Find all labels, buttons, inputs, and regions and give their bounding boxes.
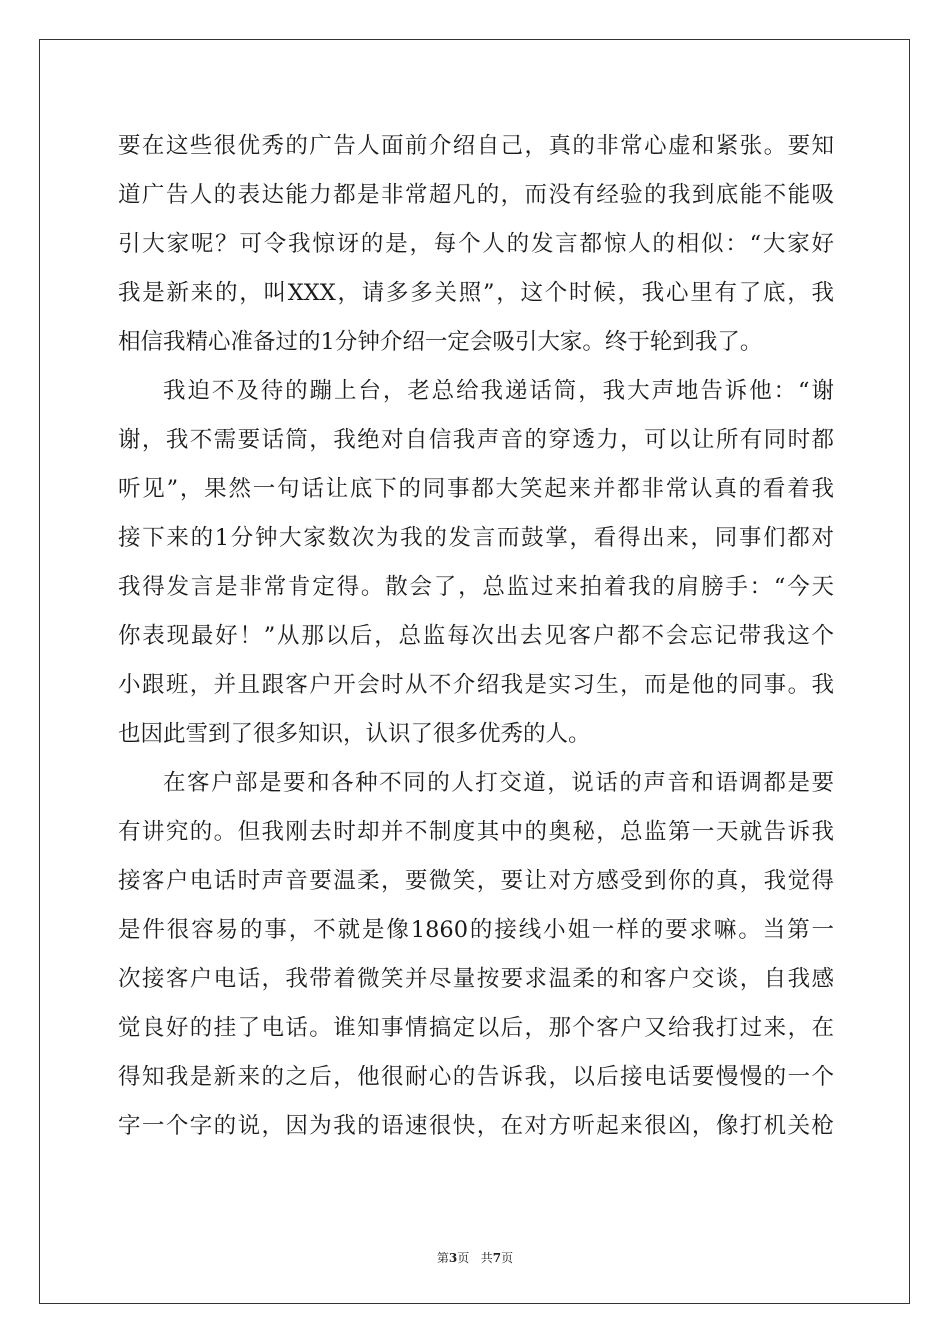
paragraph-line: 我是新来的，叫XXX，请多多关照”，这个时候，我心里有了底，我 (118, 280, 834, 306)
paragraph-line: 有讲究的。但我刚去时却并不制度其中的奥秘，总监第一天就告诉我 (118, 819, 834, 845)
paragraph-line: 我迫不及待的蹦上台，老总给我递话筒，我大声地告诉他：“谢 (163, 378, 834, 404)
page-footer (0, 1249, 950, 1266)
page-prefix: 第 (436, 1251, 449, 1265)
paragraph-line: 次接客户电话，我带着微笑并尽量按要求温柔的和客户交谈，自我感 (118, 966, 834, 992)
total-unit: 页 (501, 1251, 514, 1265)
paragraph-line: 在客户部是要和各种不同的人打交道，说话的声音和语调都是要 (163, 770, 834, 796)
paragraph-line: 要在这些很优秀的广告人面前介绍自己，真的非常心虚和紧张。要知 (118, 133, 834, 159)
page-number: 3 (448, 1251, 458, 1265)
paragraph-line: 觉良好的挂了电话。谁知事情搞定以后，那个客户又给我打过来，在 (118, 1015, 834, 1041)
paragraph-line: 相信我精心准备过的1分钟介绍一定会吸引大家。终于轮到我了。 (118, 329, 763, 355)
paragraph-line: 引大家呢？可令我惊讶的是，每个人的发言都惊人的相似：“大家好 (118, 231, 834, 257)
paragraph-line: 是件很容易的事，不就是像1860的接线小姐一样的要求嘛。当第一 (118, 917, 834, 943)
paragraph-line: 得知我是新来的之后，他很耐心的告诉我，以后接电话要慢慢的一个 (118, 1064, 834, 1090)
paragraph-line: 听见”，果然一句话让底下的同事都大笑起来并都非常认真的看着我 (118, 476, 834, 502)
total-pages: 7 (492, 1251, 502, 1265)
paragraph-line: 小跟班，并且跟客户开会时从不介绍我是实习生，而是他的同事。我 (118, 672, 834, 698)
document-body (118, 122, 834, 1151)
paragraph-line: 也因此雪到了很多知识，认识了很多优秀的人。 (118, 721, 591, 747)
paragraph-line: 你表现最好！”从那以后，总监每次出去见客户都不会忘记带我这个 (118, 623, 834, 649)
paragraph-line: 字一个字的说，因为我的语速很快，在对方听起来很凶，像打机关枪 (118, 1113, 834, 1139)
paragraph-line: 道广告人的表达能力都是非常超凡的，而没有经验的我到底能不能吸 (118, 182, 834, 208)
paragraph-line: 接下来的1分钟大家数次为我的发言而鼓掌，看得出来，同事们都对 (118, 525, 834, 551)
total-prefix: 共 (480, 1251, 493, 1265)
page-unit: 页 (457, 1251, 470, 1265)
paragraph-line: 谢，我不需要话筒，我绝对自信我声音的穿透力，可以让所有同时都 (118, 427, 834, 453)
paragraph-line: 我得发言是非常肯定得。散会了，总监过来拍着我的肩膀手：“今天 (118, 574, 834, 600)
paragraph-line: 接客户电话时声音要温柔，要微笑，要让对方感受到你的真，我觉得 (118, 868, 834, 894)
